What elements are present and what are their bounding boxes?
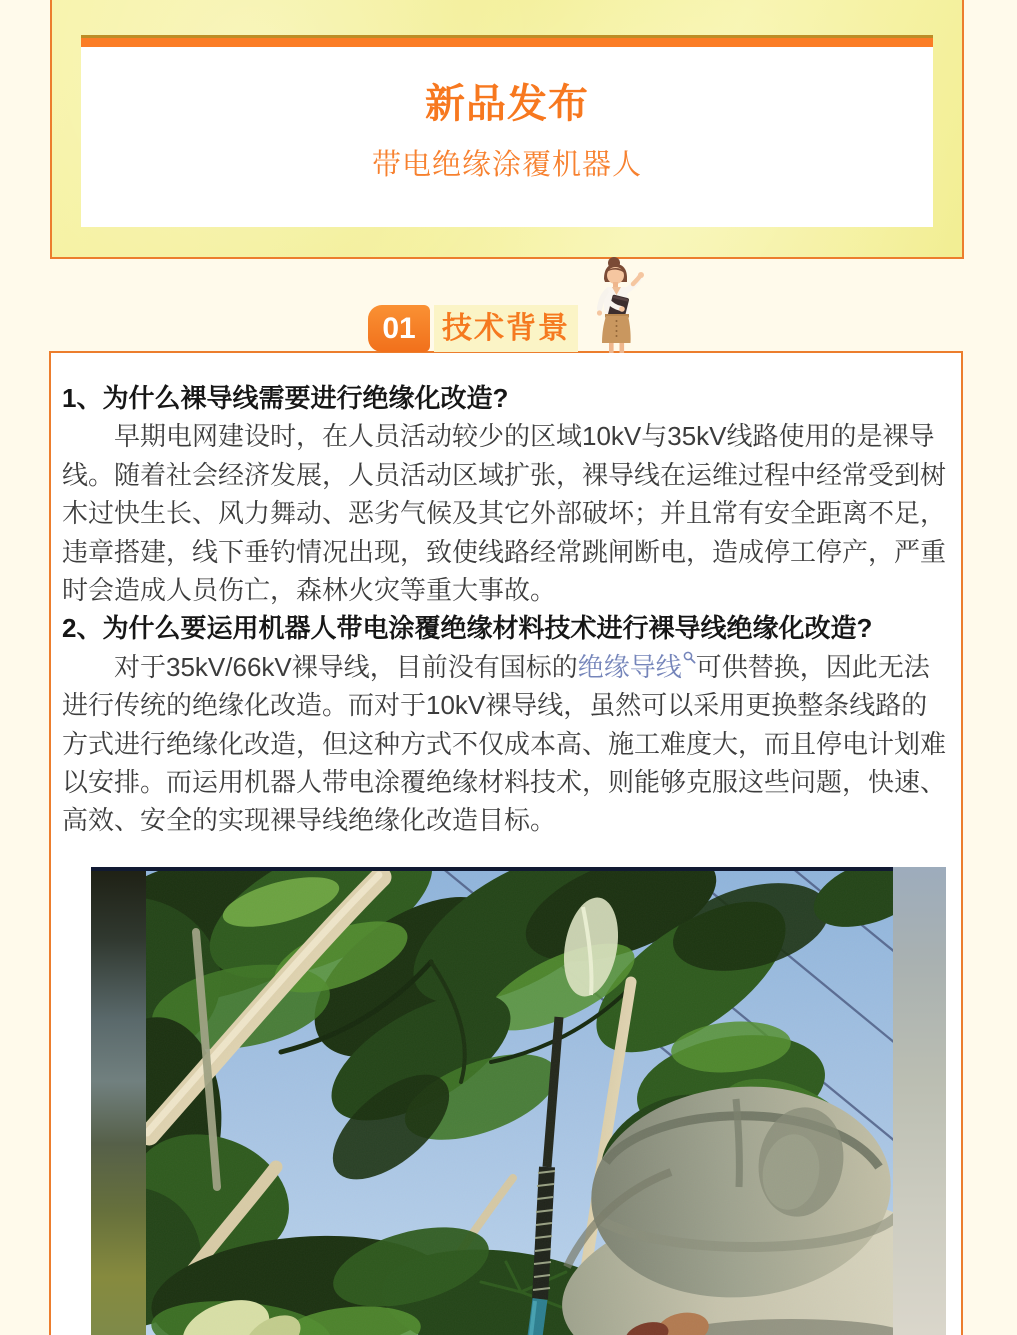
field-photo-scene [91,867,946,1335]
search-term-icon [683,651,696,664]
content-card [49,351,963,1335]
text-line: 高效、安全的实现裸导线绝缘化改造目标。 [62,805,557,836]
text-line: 早期电网建设时，在人员活动较少的区域10kV与35kV线路使用的是裸导 [114,421,935,452]
text-line: 以安排。而运用机器人带电涂覆绝缘材料技术，则能够克服这些问题，快速、 [62,766,947,797]
para2-text-post: 可供替换，因此无法 [695,651,930,682]
photo-right-edge-band [893,867,946,1335]
top-banner [50,0,964,259]
presenter-illustration [583,256,651,353]
text-line: 时会造成人员伤亡，森林火灾等重大事故。 [62,574,557,605]
photo-top-line [91,867,893,871]
term-link-label: 绝缘导线 [577,651,682,682]
article-heading-1: 1、为什么裸导线需要进行绝缘化改造? [62,383,509,413]
text-line: 线。随着社会经济发展，人员活动区域扩张，裸导线在运维过程中经常受到树 [62,459,947,490]
section-title: 技术背景 [434,305,578,352]
paragraph-2-rest [62,686,952,840]
paragraph-2-line-1 [62,648,952,686]
text-line: 方式进行绝缘化改造，但这种方式不仅成本高、施工难度大，而且停电计划难 [62,728,947,759]
text-line: 木过快生长、风力舞动、恶劣气候及其它外部破坏；并且常有安全距离不足， [62,498,947,529]
para2-text-pre: 对于35kV/66kV裸导线，目前没有国标的 [114,651,578,682]
text-line: 进行传统的绝缘化改造。而对于10kV裸导线，虽然可以采用更换整条线路的 [62,690,928,721]
insulated-wire-term-link[interactable] [578,652,696,682]
paragraph-1 [62,417,952,609]
field-photo[interactable] [91,867,946,1335]
article-body [62,379,952,840]
section-number-badge: 01 [368,305,430,352]
title-card-accent-bar [81,35,933,47]
presenter-woman [597,257,644,353]
photo-grain-overlay [91,867,946,1335]
page-title: 新品发布 [425,82,589,126]
article-heading-2: 2、为什么要运用机器人带电涂覆绝缘材料技术进行裸导线绝缘化改造? [62,613,873,644]
photo-left-edge-band [91,867,146,1335]
title-card [81,35,933,227]
page-subtitle: 带电绝缘涂覆机器人 [371,149,642,181]
text-line: 违章搭建，线下垂钓情况出现，致使线路经常跳闸断电，造成停工停产，严重 [62,536,947,567]
